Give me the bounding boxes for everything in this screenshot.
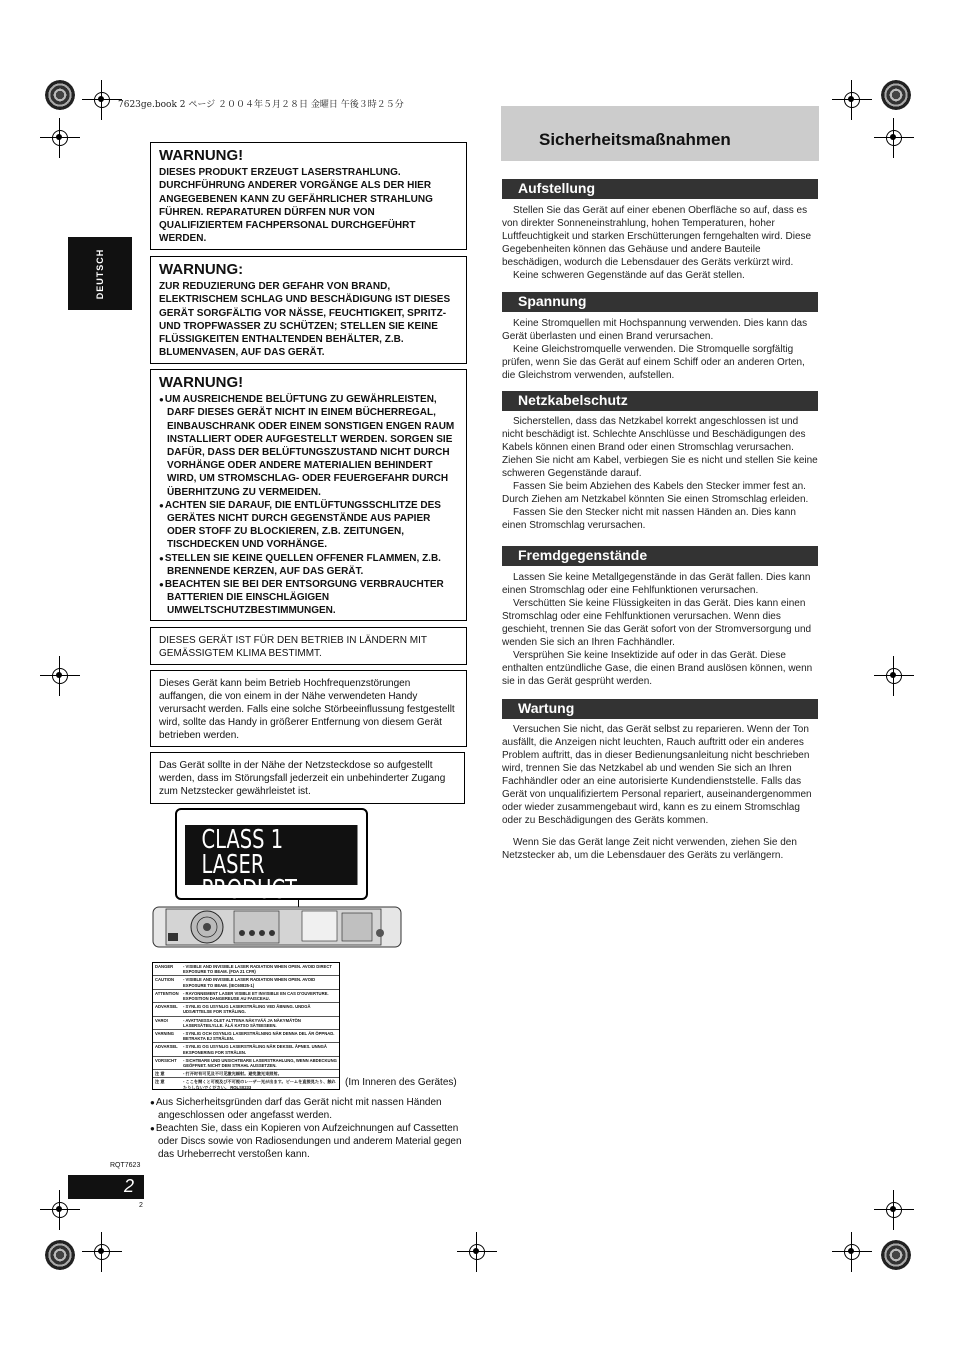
section-body-wartung bbox=[502, 723, 818, 862]
paragraph: Keine Gleichstromquelle verwenden. Die Stromquelle sorgfältig prüfen, wenn Sie das Gerät auf einem Schiff oder an anderen Orten, die Gleichstrom verwenden, aufstellen. bbox=[502, 344, 805, 381]
page-title: Sicherheitsmaßnahmen bbox=[539, 130, 731, 149]
safety-bullet: ● Beachten Sie, dass ein Kopieren von Aufzeichnungen auf Cassetten oder Discs sowie von Radiosendungen und anderem Material gegen das Urheberrecht verstoßen kann. bbox=[150, 1122, 465, 1161]
label-row-key: 注 意 bbox=[155, 1071, 165, 1077]
section-body-aufstellung bbox=[502, 204, 818, 282]
warning-box-ventilation bbox=[150, 369, 467, 621]
page-number: 2 bbox=[123, 1176, 134, 1196]
paragraph: Versuchen Sie nicht, das Gerät selbst zu reparieren. Wenn der Ton ausfällt, die Anzeigen nicht leuchten, Rauch auftritt oder ein anderes Problem auftritt, das in dieser Bedienungsanleitung nicht beschrieben wird, trennen Sie das Netzkabel ab und wenden Sie sich an Ihren Fachhändler oder an eine autorisierte Kundendienststelle. Falls das Gerät von unqualifiziertem Personal repariert, auseinandergenommen oder wieder zusammengebaut wird, kann es zu einem Stromschlag oder zu Beschädigungen des Geräts kommen. bbox=[502, 724, 812, 826]
paragraph: Verschütten Sie keine Flüssigkeiten in das Gerät. Dies kann einen Stromschlag oder eine Fehlfunktionen verursachen. Wenn dies geschieht, trennen Sie das Gerät sofort von der Stromversorgung und wenden Sie sich an Ihren Fachhändler. bbox=[502, 598, 812, 648]
warning-item: ● UM AUSREICHENDE BELÜFTUNG ZU GEWÄHRLEISTEN, DARF DIESES GERÄT NICHT IN EINEM BÜCHERREGAL, EINBAUSCHRANK ODER EINEM SONSTIGEN ENGEN RAUM INSTALLIERT ODER AUFGESTELLT WERDEN. SORGEN SIE DAFÜR, DASS DER BELÜFTUNGSZUSTAND NICHT DURCH VORHÄNGE ODER ANDERE MATERIALIEN BEHINDERT WIRD, UM STROMSCHLAG- ODER FEUERGEFAHR DURCH ÜBERHITZUNG ZU VERMEIDEN. bbox=[159, 393, 458, 499]
print-target-top-left bbox=[45, 80, 75, 110]
section-heading-wartung: Wartung bbox=[502, 699, 818, 719]
label-row-text: - RAYONNEMENT LASER VISIBLE ET INVISIBLE EN CAS D'OUVERTURE. EXPOSITION DANGEREUSE AU FAISCEAU. bbox=[183, 990, 329, 1002]
language-tab-label: DEUTSCH bbox=[95, 248, 105, 299]
warning-item: ● BEACHTEN SIE BEI DER ENTSORGUNG VERBRAUCHTER BATTERIEN DIE EINSCHLÄGIGEN UMWELTSCHUTZBESTIMMUNGEN. bbox=[159, 578, 458, 618]
registration-mark bbox=[82, 1232, 122, 1272]
section-body-spannung bbox=[502, 317, 818, 382]
page-title-box bbox=[501, 106, 819, 161]
label-row-text: - VISIBLE AND INVISIBLE LASER RADIATION WHEN OPEN. AVOID DIRECT EXPOSURE TO BEAM. (FDA 21 CFR) bbox=[183, 964, 332, 975]
paragraph: Stellen Sie das Gerät auf einer ebenen Oberfläche so auf, dass es von direkter Sonneneinstrahlung, hohen Temperaturen, hoher Luftfeuchtigkeit und starken Erschütterungen ferngehalten wird. Diese Gegebenheiten können das Gehäuse und andere Bauteile beschädigen, wodurch die Lebensdauer des Geräts verkürzt wird. bbox=[502, 205, 812, 268]
label-row-key: ADVARSEL bbox=[155, 1044, 178, 1050]
language-tab bbox=[68, 237, 132, 310]
label-row bbox=[153, 1043, 339, 1056]
label-row-key: ATTENTION bbox=[155, 990, 179, 996]
label-row-text: - SYNLIG OCH OSYNLIG LASERSTRÅLNING NÄR DENNA DEL ÄR ÖPPNAD. BETRAKTA EJ STRÅLEN. bbox=[183, 1031, 335, 1042]
registration-mark bbox=[40, 118, 80, 158]
safety-bullets bbox=[150, 1096, 465, 1161]
laser-label-line2: LASER PRODUCT bbox=[201, 850, 297, 905]
warning-item: ● STELLEN SIE KEINE QUELLEN OFFENER FLAMMEN, Z.B. BRENNENDE KERZEN, AUF DAS GERÄT. bbox=[159, 552, 458, 578]
page-number-small: 2 bbox=[139, 1202, 143, 1209]
label-row bbox=[153, 963, 339, 976]
label-row bbox=[153, 1070, 339, 1078]
section-body-fremdgegenstaende bbox=[502, 571, 818, 688]
paragraph: Sicherstellen, dass das Netzkabel korrekt angeschlossen ist und nicht beschädigt ist. Schlechte Anschlüsse und Beschädigungen des Kabels können einen Brand oder einen Stromschlag verursachen. Ziehen Sie nicht am Kabel, verbiegen Sie es nicht und stellen Sie keine schweren Gegenstände darauf. bbox=[502, 416, 818, 479]
document-code: RQT7623 bbox=[110, 1162, 141, 1169]
warning-box-laser bbox=[150, 142, 467, 250]
registration-mark bbox=[457, 1232, 497, 1272]
registration-mark bbox=[874, 656, 914, 696]
section-body-netzkabelschutz bbox=[502, 415, 818, 532]
warning-title: WARNUNG! bbox=[159, 147, 244, 164]
warning-item: ● ACHTEN SIE DARAUF, DIE ENTLÜFTUNGSSCHLITZE DES GERÄTES NICHT DURCH GEGENSTÄNDE AUS PAPIER ODER STOFF ZU BLOCKIEREN, Z.B. ZEITUNGEN, TISCHDECKEN UND VORHÄNGE. bbox=[159, 499, 458, 552]
label-row-text: - SICHTBARE UND UNSICHTBARE LASERSTRAHLUNG, WENN ABDECKUNG GEÖFFNET. NICHT DEM STRAHL AUSSETZEN. bbox=[183, 1057, 337, 1069]
label-location-caption: (Im Inneren des Gerätes) bbox=[345, 1077, 457, 1088]
warning-text: DIESES PRODUKT ERZEUGT LASERSTRAHLUNG. DURCHFÜHRUNG ANDERER VORGÄNGE ALS DER HIER ANGEGEBENEN KANN ZU GEFÄHRLICHER STRAHLUNG FÜHREN. REPARATUREN DÜRFEN NUR VON QUALIFIZIERTEM FACHPERSONAL DURCHGEFÜHRT WERDEN. bbox=[159, 167, 433, 245]
label-row bbox=[153, 976, 339, 989]
label-row-key: CAUTION bbox=[155, 977, 175, 983]
label-row-key: VARNING bbox=[155, 1031, 174, 1037]
section-heading-fremdgegenstaende: Fremdgegenstände bbox=[502, 546, 818, 566]
label-row-key: VARO! bbox=[155, 1017, 169, 1023]
paragraph: Keine schweren Gegenstände auf das Gerät stellen. bbox=[513, 270, 745, 281]
section-heading-aufstellung: Aufstellung bbox=[502, 179, 818, 199]
label-row-key: ADVARSEL bbox=[155, 1004, 178, 1010]
registration-mark bbox=[832, 1232, 872, 1272]
warning-title: WARNUNG! bbox=[159, 374, 244, 391]
label-row-text: - 打开时有可见及不可见激光辐射。避免激光束照射。 bbox=[183, 1071, 282, 1077]
laser-class-label bbox=[175, 808, 368, 905]
paragraph: Versprühen Sie keine Insektizide auf oder in das Gerät. Diese enthalten entzündliche Gase, die einen Brand auslösen können, wenn sie in das Gerät gesprüht werden. bbox=[502, 650, 813, 687]
paragraph: Fassen Sie den Stecker nicht mit nassen Händen an. Dies kann einen Stromschlag verursachen. bbox=[502, 507, 796, 531]
paragraph: Lassen Sie keine Metallgegenstände in das Gerät fallen. Dies kann einen Stromschlag oder eine Fehlfunktionen verursachen. bbox=[502, 572, 811, 596]
label-row bbox=[153, 1003, 339, 1016]
label-row bbox=[153, 1078, 339, 1090]
registration-mark bbox=[832, 80, 872, 120]
print-header-line: 7623ge.book 2 ページ ２００４年５月２８日 金曜日 午後３時２５分 bbox=[118, 100, 404, 110]
safety-bullet: ● Aus Sicherheitsgründen darf das Gerät nicht mit nassen Händen angeschlossen oder angefasst werden. bbox=[150, 1096, 465, 1122]
laser-label-plate bbox=[185, 825, 358, 905]
warning-text: ZUR REDUZIERUNG DER GEFAHR VON BRAND, ELEKTRISCHEM SCHLAG UND BESCHÄDIGUNG IST DIESES GERÄT SORGFÄLTIG VOR NÄSSE, FEUCHTIGKEIT, SPRITZ- UND TROPFWASSER ZU SCHÜTZEN; STELLEN SIE KEINE FLÜSSIGKEITEN ENTHALTENDEN BEHÄLTER, Z.B. BLUMENVASEN, AUF DAS GERÄT. bbox=[159, 281, 451, 359]
registration-mark bbox=[40, 656, 80, 696]
paragraph: Wenn Sie das Gerät lange Zeit nicht verwenden, ziehen Sie den Netzstecker ab, um die Lebensdauer des Geräts zu verlängern. bbox=[502, 837, 797, 861]
warning-box-moisture bbox=[150, 256, 467, 364]
label-row-text: - ここを開くと可視及び不可視のレーザー光が出ます。ビームを直接見たり、触れたりしないでください。 RQLS0233 bbox=[183, 1079, 336, 1090]
section-heading-spannung: Spannung bbox=[502, 292, 818, 312]
registration-mark bbox=[874, 1190, 914, 1230]
print-target-top-right bbox=[881, 80, 911, 110]
laser-label-line1: CLASS 1 bbox=[201, 825, 284, 855]
label-row-text: - AVATTAESSA OLET ALTTIINA NÄKYVÄÄ JA NÄKYMÄTÖN LASERSÄTEILYLLE. ÄLÄ KATSO SÄTEESEEN. bbox=[183, 1017, 301, 1028]
label-row bbox=[153, 990, 339, 1003]
label-row-text: - SYNLIG OG USYNLIG LASERSTRÅLING VED ÅBNING. UNDGÅ UDSÆTTELSE FOR STRÅLING. bbox=[183, 1004, 311, 1015]
print-target-bottom-right bbox=[881, 1240, 911, 1270]
label-row-key: DANGER bbox=[155, 964, 174, 969]
notice-box-mobile-phone: Dieses Gerät kann beim Betrieb Hochfrequenzstörungen auffangen, die von einem in der Nähe verwendeten Handy verursacht werden. Falls eine solche Störbeeinflussung festgestellt wird, sollte das Handy in größerer Entfernung von diesem Gerät betrieben werden. bbox=[150, 670, 467, 747]
label-row bbox=[153, 1017, 339, 1030]
page-number-box bbox=[68, 1175, 144, 1199]
section-heading-netzkabelschutz: Netzkabelschutz bbox=[502, 391, 818, 411]
label-row-text: - SYNLIG OG USYNLIG LASERSTRÅLING NÅR DEKSEL ÅPNES. UNNGÅ EKSPONERING FOR STRÅLEN. bbox=[183, 1044, 327, 1055]
label-row bbox=[153, 1057, 339, 1070]
paragraph: Keine Stromquellen mit Hochspannung verwenden. Dies kann das Gerät überlasten und einen Brand verursachen. bbox=[502, 318, 808, 342]
notice-box-climate: DIESES GERÄT IST FÜR DEN BETRIEB IN LÄNDERN MIT GEMÄSSIGTEM KLIMA BESTIMMT. bbox=[150, 627, 467, 665]
notice-box-power-socket: Das Gerät sollte in der Nähe der Netzsteckdose so aufgestellt werden, dass im Störungsfall jederzeit ein unbehinderter Zugang zum Netzstecker gewährleistet ist. bbox=[150, 752, 465, 804]
label-row-key: 注 意 bbox=[155, 1079, 165, 1085]
label-row-text: - VISIBLE AND INVISIBLE LASER RADIATION WHEN OPEN. AVOID EXPOSURE TO BEAM. (IEC60825-1) bbox=[183, 977, 316, 988]
registration-mark bbox=[82, 80, 122, 120]
label-row bbox=[153, 1030, 339, 1043]
warning-title: WARNUNG: bbox=[159, 261, 244, 278]
registration-mark bbox=[874, 118, 914, 158]
print-target-bottom-left bbox=[45, 1240, 75, 1270]
inner-laser-warning-label bbox=[152, 962, 340, 1090]
device-rear-panel-illustration bbox=[152, 903, 402, 950]
paragraph: Fassen Sie beim Abziehen des Kabels den Stecker immer fest an. Durch Ziehen am Netzkabel könnten Sie einen Stromschlag erleiden. bbox=[502, 481, 809, 505]
label-row-key: VORSICHT bbox=[155, 1057, 177, 1063]
